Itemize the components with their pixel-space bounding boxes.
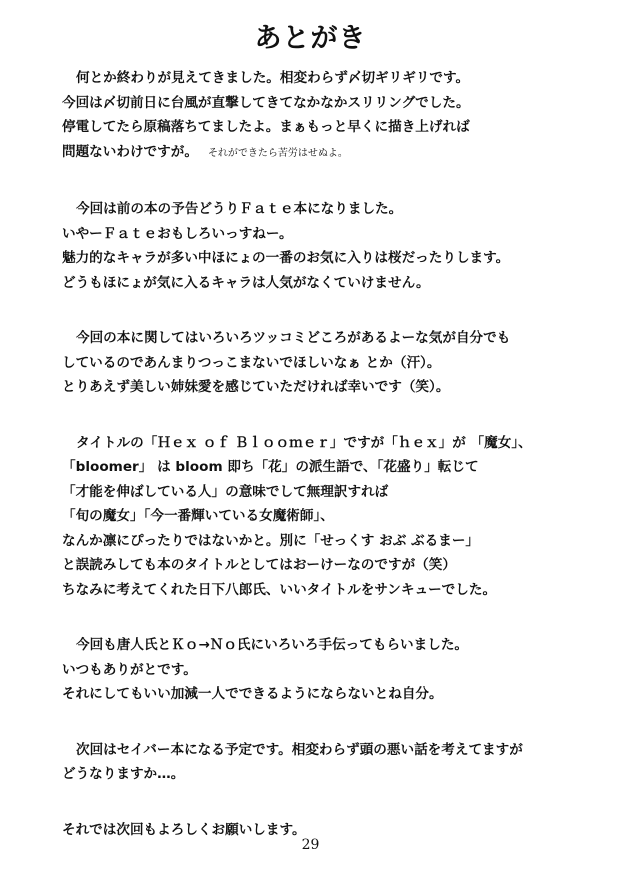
page-number: 29 — [301, 837, 320, 853]
text-line: なんか凛にぴったりではないかと。別に「せっくす おぶ ぶるまー」 — [62, 532, 480, 549]
aside-note: それができたら苦労はせぬよ。 — [207, 147, 348, 159]
text-line: いつもありがとです。 — [62, 661, 197, 678]
text-line: どうなりますか…。 — [62, 766, 185, 782]
text-line: 「bloomer」 は bloom 即ち「花」の派生語で、「花盛り」転じて — [62, 459, 479, 475]
text-line: とりあえず美しい姉妹愛を感じていただければ幸いです（笑）。 — [62, 379, 450, 395]
text-line-with-aside — [62, 140, 592, 167]
afterword-body — [62, 66, 592, 873]
text-line: 今回は前の本の予告どうりＦａｔｅ本になりました。 — [76, 201, 403, 217]
text-line: いやーＦａｔｅおもしろいっすねー。 — [62, 225, 293, 242]
afterword-title: あとがき — [254, 23, 367, 54]
text-line: 「旬の魔女」「今一番輝いている女魔術師」、 — [62, 508, 334, 524]
paragraph-4 — [62, 431, 592, 603]
paragraph-6 — [62, 738, 592, 787]
text-line: 今回も唐人氏とＫｏ→Ｎｏ氏にいろいろ手伝ってもらいました。 — [76, 637, 469, 653]
text-line: 魅力的なキャラが多い中ほにょの一番のお気に入りは桜だったりします。 — [62, 250, 510, 266]
text-line: どうもほにょが気に入るキャラは人気がなくていけません。 — [62, 274, 430, 291]
paragraph-3 — [62, 326, 592, 400]
paragraph-2 — [62, 197, 592, 295]
text-line: 問題ないわけですが。 — [62, 143, 198, 160]
text-line: 何とか終わりが見えてきました。相変わらず〆切ギリギリです。 — [76, 70, 470, 86]
paragraph-5 — [62, 633, 592, 707]
text-line: 今回の本に関してはいろいろツッコミどころがあるよーな気が自分でも — [76, 330, 511, 346]
text-line: ちなみに考えてくれた日下八郎氏、いいタイトルをサンキューでした。 — [62, 581, 497, 598]
text-line: 停電してたら原稿落ちてましたよ。まぁもっと早くに描き上げれば — [62, 119, 470, 135]
text-line: タイトルの「Ｈｅｘ ｏｆ Ｂｌｏｏｍｅｒ」ですが「ｈｅｘ」が 「魔女」、 — [76, 434, 532, 451]
text-line: 「才能を伸ばしている人」の意味でして無理訳すれば — [62, 483, 389, 500]
text-line: それにしてもいい加減一人でできるようにならないとね自分。 — [62, 686, 443, 702]
text-line: と誤読みしても本のタイトルとしてはおーけーなのですが（笑） — [62, 557, 456, 573]
paragraph-1 — [62, 66, 592, 166]
text-line: 次回はセイバー本になる予定です。相変わらず頭の悪い話を考えてますが — [76, 741, 523, 758]
text-line: しているのであんまりつっこまないでほしいなぁ とか（汗）。 — [62, 354, 441, 371]
text-line: それでは次回もよろしくお願いします。 — [62, 821, 306, 838]
text-line: 今回は〆切前日に台風が直撃してきてなかなかスリリングでした。 — [62, 94, 470, 111]
